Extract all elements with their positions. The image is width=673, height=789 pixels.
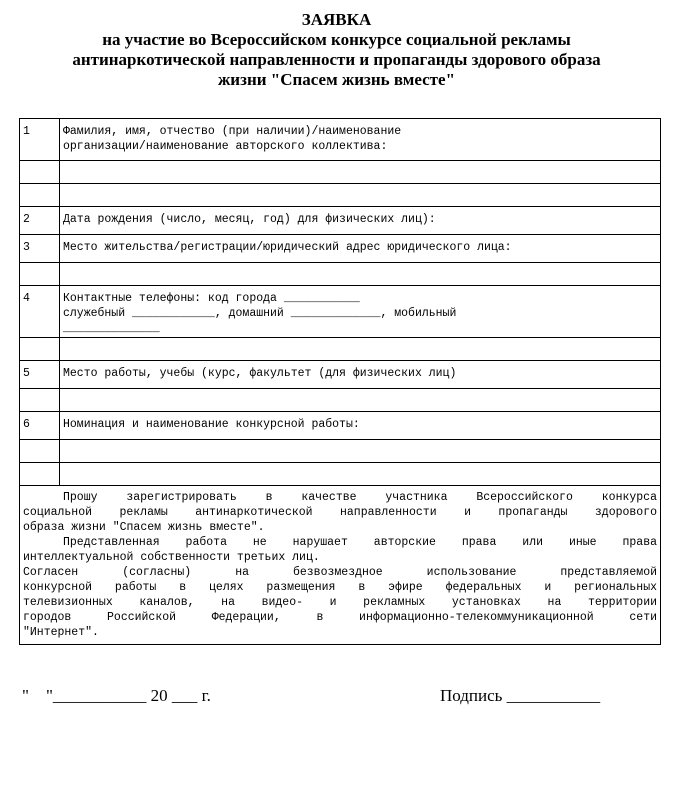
row-number: 6 <box>20 412 60 440</box>
declaration-line: интеллектуальной собственности третьих лиц. <box>23 551 320 564</box>
declaration-line: социальной рекламы антинаркотической направленности и пропаганды здорового <box>23 506 657 519</box>
application-form-table <box>19 118 661 645</box>
blank-cell[interactable] <box>60 263 661 286</box>
blank-cell <box>20 263 60 286</box>
blank-row <box>20 463 661 486</box>
blank-cell <box>20 161 60 184</box>
title: ЗАЯВКА <box>301 10 372 29</box>
row-label-line: ______________ <box>63 322 160 335</box>
row-label-birth-date: Дата рождения (число, месяц, год) для физических лиц): <box>60 207 661 235</box>
row-label-line: Контактные телефоны: код города ___________ <box>63 292 360 305</box>
blank-cell[interactable] <box>60 161 661 184</box>
subtitle-line-1: на участие во Всероссийском конкурсе социальной рекламы <box>102 30 571 49</box>
row-number: 4 <box>20 286 60 338</box>
declaration-line: Представленная работа не нарушает авторские права или иные права <box>63 536 657 549</box>
blank-cell <box>20 389 60 412</box>
declaration-line: телевизионных каналов, на видео- и рекламных установках на территории <box>23 596 657 609</box>
row-label-line: Фамилия, имя, отчество (при наличии)/наименование <box>63 125 402 138</box>
blank-row <box>20 184 661 207</box>
row-number: 5 <box>20 361 60 389</box>
blank-row <box>20 161 661 184</box>
blank-cell <box>20 463 60 486</box>
blank-cell[interactable] <box>60 440 661 463</box>
blank-row <box>20 338 661 361</box>
row-number: 1 <box>20 119 60 161</box>
row-label-address: Место жительства/регистрации/юридический адрес юридического лица: <box>60 235 661 263</box>
blank-cell[interactable] <box>60 184 661 207</box>
row-label-phones <box>60 286 661 338</box>
row-label-nomination: Номинация и наименование конкурсной работы: <box>60 412 661 440</box>
row-label-line: служебный ____________, домашний _____________, мобильный <box>63 307 457 320</box>
blank-cell[interactable] <box>60 338 661 361</box>
blank-cell[interactable] <box>60 389 661 412</box>
declaration-line: "Интернет". <box>23 626 99 639</box>
date-field[interactable]: " "___________ 20 ___ г. <box>22 686 211 705</box>
form-row-2 <box>20 207 661 235</box>
blank-row <box>20 389 661 412</box>
blank-row <box>20 440 661 463</box>
form-row-4 <box>20 286 661 338</box>
blank-cell <box>20 338 60 361</box>
declaration-row <box>20 486 661 645</box>
declaration-text <box>20 486 661 645</box>
row-label-line: организации/наименование авторского коллектива: <box>63 140 388 153</box>
row-number: 3 <box>20 235 60 263</box>
blank-cell <box>20 184 60 207</box>
form-row-1 <box>20 119 661 161</box>
blank-cell <box>20 440 60 463</box>
blank-row <box>20 263 661 286</box>
row-number: 2 <box>20 207 60 235</box>
subtitle-line-3: жизни "Спасем жизнь вместе" <box>217 70 456 89</box>
form-row-3 <box>20 235 661 263</box>
form-row-6 <box>20 412 661 440</box>
signature-field[interactable]: Подпись ___________ <box>440 686 601 705</box>
declaration-line: городов Российской Федерации, в информационно-телекоммуникационной сети <box>23 611 657 624</box>
row-label-workplace: Место работы, учебы (курс, факультет (для физических лиц) <box>60 361 661 389</box>
row-label-full-name <box>60 119 661 161</box>
declaration-line: образа жизни "Спасем жизнь вместе". <box>23 521 265 534</box>
document-header <box>0 10 673 90</box>
subtitle-line-2: антинаркотической направленности и пропаганды здорового образа <box>72 50 601 69</box>
form-row-5 <box>20 361 661 389</box>
blank-cell[interactable] <box>60 463 661 486</box>
declaration-line: Прошу зарегистрировать в качестве участника Всероссийского конкурса <box>63 491 657 504</box>
declaration-line: конкурсной работы в целях размещения в эфире федеральных и региональных <box>23 581 657 594</box>
declaration-line: Согласен (согласны) на безвозмездное использование представляемой <box>23 566 657 579</box>
